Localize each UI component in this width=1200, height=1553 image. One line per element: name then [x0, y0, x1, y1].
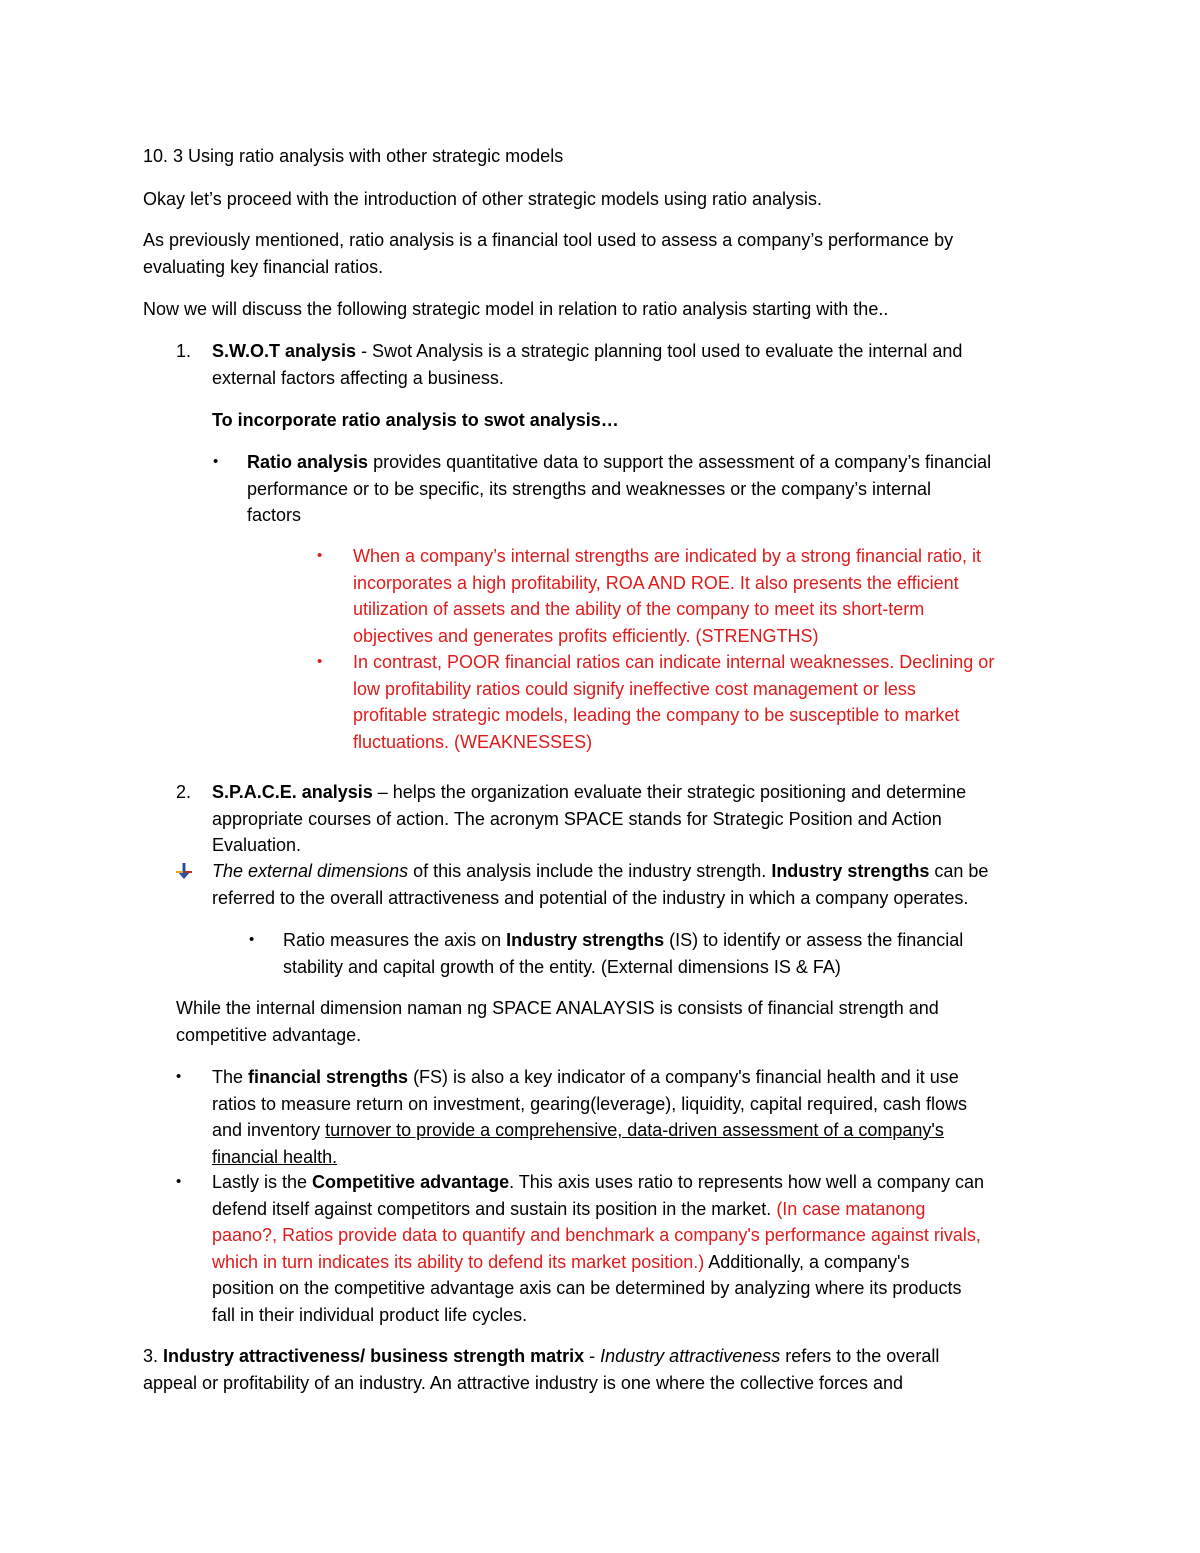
internal-dimension-line: While the internal dimension naman ng SPACE ANALAYSIS is consists of financial strength and: [176, 998, 939, 1018]
swot-definition: - Swot Analysis is a strategic planning tool used to evaluate the internal and: [356, 341, 963, 361]
competitive-advantage-text: Additionally, a company's: [704, 1251, 910, 1272]
ratio-measures-text: (IS) to identify or assess the financial: [664, 930, 964, 950]
financial-strengths-term: financial strengths: [248, 1067, 409, 1087]
financial-strengths-text: and inventory: [212, 1120, 326, 1140]
red-note-text: paano?, Ratios provide data to quantify and benchmark a company's performance against rivals,: [212, 1225, 981, 1245]
definition-paragraph: [143, 227, 953, 280]
weaknesses-bullet: [353, 649, 994, 755]
matrix-text: refers to the overall: [780, 1346, 940, 1366]
red-note-text: which in turn indicates its ability to defend its market position.): [212, 1251, 705, 1272]
financial-strengths-text: (FS) is also a key indicator of a company's financial health and it use: [408, 1067, 959, 1087]
ratio-analysis-line: factors: [247, 505, 302, 525]
swot-definition-line: external factors affecting a business.: [212, 367, 504, 388]
space-definition: – helps the organization evaluate their strategic positioning and determine: [372, 782, 967, 802]
competitive-advantage-bullet: [212, 1169, 984, 1328]
weaknesses-line: profitable strategic models, leading the company to be susceptible to market: [353, 705, 960, 725]
swot-term: S.W.O.T analysis: [212, 341, 357, 361]
section-heading: 10. 3 Using ratio analysis with other strategic models: [143, 146, 564, 166]
matrix-line: appeal or profitability of an industry. An attractive industry is one where the collective forces and: [143, 1372, 904, 1393]
underlined-text: turnover to provide a comprehensive, data-driven assessment of a company's: [325, 1120, 944, 1140]
matrix-paragraph: [143, 1343, 939, 1396]
competitive-advantage-line: position on the competitive advantage axis can be determined by analyzing where its products: [212, 1278, 962, 1298]
industry-strengths-term: Industry strengths: [506, 930, 665, 950]
ratio-measures-line: stability and capital growth of the entity. (External dimensions IS & FA): [283, 956, 841, 977]
underlined-text: financial health.: [212, 1146, 338, 1167]
ratio-analysis-line: performance or to be specific, its strengths and weaknesses or the company’s internal: [247, 478, 932, 499]
competitive-advantage-line: fall in their individual product life cycles.: [212, 1304, 528, 1325]
financial-strengths-text: The: [212, 1067, 249, 1087]
definition-line: As previously mentioned, ratio analysis is a financial tool used to assess a company’s performance by: [143, 230, 954, 250]
ratio-analysis-text: provides quantitative data to support the assessment of a company’s financial: [368, 452, 992, 472]
matrix-text: -: [584, 1346, 601, 1366]
space-definition-line: appropriate courses of action. The acronym SPACE stands for Strategic Position and Action: [212, 808, 942, 829]
discussion-intro: Now we will discuss the following strategic model in relation to ratio analysis starting with the..: [143, 299, 889, 319]
financial-strengths-line: ratios to measure return on investment, gearing(leverage), liquidity, capital required, cash flows: [212, 1093, 968, 1114]
red-note-text: (In case matanong: [776, 1198, 926, 1219]
strengths-line: incorporates a high profitability, ROA AND ROE. It also presents the efficient: [353, 572, 959, 593]
arrow-bullet-icon: [175, 862, 193, 885]
external-dimensions-text: can be: [929, 861, 989, 881]
swot-subheading: To incorporate ratio analysis to swot analysis…: [212, 410, 619, 430]
strengths-line: objectives and generates profits efficiently. (STRENGTHS): [353, 625, 819, 646]
external-dimensions-line: referred to the overall attractiveness and potential of the industry in which a company operates.: [212, 887, 969, 908]
bullet-icon: •: [317, 653, 323, 670]
strengths-line: When a company’s internal strengths are indicated by a strong financial ratio, it: [353, 546, 982, 566]
bullet-icon: •: [213, 453, 219, 470]
external-dimensions-paragraph: [212, 858, 988, 911]
ratio-measures-text: Ratio measures the axis on: [283, 930, 507, 950]
strengths-line: utilization of assets and the ability of the company to meet its short-term: [353, 599, 925, 619]
industry-strengths-term: Industry strengths: [771, 861, 930, 881]
matrix-term: Industry attractiveness/ business strength matrix: [163, 1346, 585, 1366]
space-term: S.P.A.C.E. analysis: [212, 782, 373, 802]
bullet-icon: •: [317, 547, 323, 564]
intro-paragraph: Okay let’s proceed with the introduction of other strategic models using ratio analysis.: [143, 189, 823, 209]
space-definition-line: Evaluation.: [212, 835, 302, 855]
definition-line: evaluating key financial ratios.: [143, 256, 384, 277]
list-number-2: 2.: [176, 782, 192, 802]
competitive-advantage-term: Competitive advantage: [312, 1172, 510, 1192]
competitive-advantage-text: . This axis uses ratio to represents how well a company can: [509, 1172, 984, 1192]
external-dimensions-term: The external dimensions: [212, 861, 409, 881]
list-number-1: 1.: [176, 341, 192, 361]
bullet-icon: •: [176, 1173, 182, 1190]
weaknesses-line: In contrast, POOR financial ratios can indicate internal weaknesses. Declining or: [353, 652, 995, 672]
ratio-analysis-bullet: [247, 449, 991, 529]
ratio-analysis-term: Ratio analysis: [247, 452, 369, 472]
space-paragraph: [212, 779, 966, 859]
competitive-advantage-text: Lastly is the: [212, 1172, 313, 1192]
weaknesses-line: fluctuations. (WEAKNESSES): [353, 731, 593, 752]
internal-dimension-line: competitive advantage.: [176, 1024, 362, 1045]
swot-paragraph: [212, 338, 962, 391]
strengths-bullet: [353, 543, 981, 649]
internal-dimension-paragraph: [176, 995, 939, 1048]
weaknesses-line: low profitability ratios could signify ineffective cost management or less: [353, 678, 916, 699]
external-dimensions-text: of this analysis include the industry strength.: [408, 861, 772, 881]
financial-strengths-bullet: [212, 1064, 967, 1170]
list-number-3: 3.: [143, 1346, 164, 1366]
industry-attractiveness-term: Industry attractiveness: [600, 1346, 781, 1366]
bullet-icon: •: [176, 1068, 182, 1085]
competitive-advantage-text: defend itself against competitors and sustain its position in the market.: [212, 1198, 777, 1219]
industry-strengths-bullet: [283, 927, 963, 980]
bullet-icon: •: [249, 931, 255, 948]
